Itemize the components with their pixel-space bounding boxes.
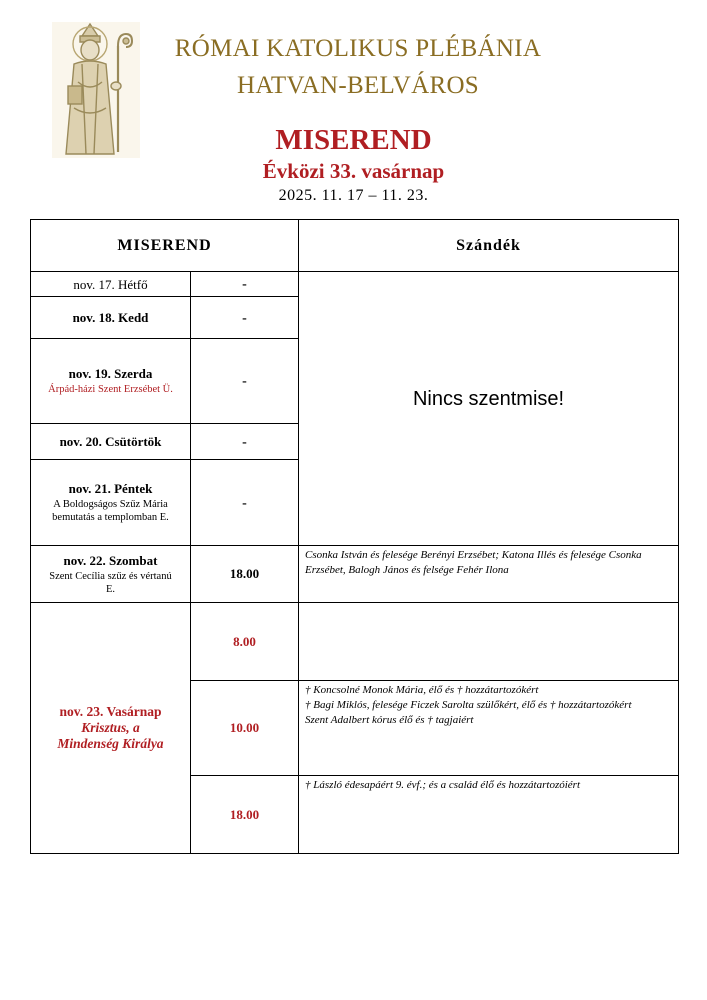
- time-cell: [191, 339, 299, 424]
- intent-text: Szent Adalbert kórus élő és † tagjaiért: [305, 714, 474, 726]
- day-cell: [31, 272, 191, 297]
- table-row: [31, 272, 679, 297]
- time-cell: [191, 603, 299, 681]
- intent-text: † Koncsolné Monok Mária, élő és † hozzátartozókért: [305, 684, 539, 696]
- table-header-row: [31, 220, 679, 272]
- day-cell: [31, 546, 191, 603]
- time-cell: [191, 460, 299, 546]
- intent-text: Csonka István és felesége Berényi Erzsébet; Katona Illés és felesége Csonka Erzsébet, Balogh János és felsége Fehér Ilona: [305, 549, 642, 576]
- no-mass-text: Nincs szentmise!: [412, 388, 565, 410]
- day-label: nov. 19. Szerda: [68, 366, 153, 381]
- parish-name-line2: HATVAN-BELVÁROS: [236, 72, 480, 99]
- page-title: MISEREND: [275, 124, 432, 156]
- day-cell: [31, 460, 191, 546]
- day-label: nov. 20. Csütörtök: [59, 434, 162, 449]
- intent-cell: [299, 603, 679, 681]
- column-header-intent: Szándék: [299, 220, 679, 272]
- page-subtitle: Évközi 33. vasárnap: [262, 159, 445, 183]
- intent-text: † László édesapáért 9. évf.; és a család élő és hozzátartozóiért: [305, 779, 580, 791]
- day-cell: [31, 339, 191, 424]
- parish-name-line1: RÓMAI KATOLIKUS PLÉBÁNIA: [174, 35, 542, 62]
- parish-name: [148, 30, 568, 104]
- time-cell: [191, 681, 299, 776]
- table-row: [31, 546, 679, 603]
- time-cell: [191, 776, 299, 854]
- day-label: nov. 18. Kedd: [72, 310, 149, 325]
- date-range: 2025. 11. 17 – 11. 23.: [278, 187, 429, 204]
- table-row: [31, 603, 679, 681]
- time-cell: [191, 297, 299, 339]
- column-header-schedule: MISEREND: [31, 220, 299, 272]
- day-label: nov. 22. Szombat: [63, 552, 158, 568]
- time-cell: [191, 272, 299, 297]
- mass-time: -: [242, 277, 247, 292]
- no-mass-cell: [299, 272, 679, 546]
- day-label: nov. 21. Péntek: [68, 481, 153, 496]
- mass-time: -: [242, 434, 247, 450]
- mass-time: 18.00: [229, 806, 260, 822]
- day-cell: [31, 424, 191, 460]
- feast-label: Krisztus, a Mindenség Királya: [57, 720, 164, 751]
- feast-label: Árpád-házi Szent Erzsébet Ü.: [48, 384, 173, 395]
- time-cell: [191, 424, 299, 460]
- mass-time: -: [242, 374, 247, 389]
- feast-label: A Boldogságos Szűz Mária bemutatás a templomban E.: [52, 499, 169, 523]
- intent-text: † Bagi Miklós, felesége Ficzek Sarolta szülőkért, élő és † hozzátartozókért: [305, 699, 632, 711]
- intent-cell: [299, 776, 679, 854]
- mass-time: -: [242, 495, 247, 511]
- mass-schedule-table: [30, 219, 679, 854]
- day-label: nov. 17. Hétfő: [73, 276, 148, 292]
- intent-cell: [299, 546, 679, 603]
- mass-time: 10.00: [229, 720, 260, 735]
- intent-cell: [299, 681, 679, 776]
- time-cell: [191, 546, 299, 603]
- mass-time: 8.00: [233, 633, 256, 649]
- mass-time: 18.00: [229, 566, 260, 581]
- feast-label: Szent Cecília szűz és vértanú E.: [49, 570, 172, 595]
- day-cell-sunday: [31, 603, 191, 854]
- mass-time: -: [242, 310, 247, 326]
- day-cell: [31, 297, 191, 339]
- day-label: nov. 23. Vasárnap: [59, 704, 162, 719]
